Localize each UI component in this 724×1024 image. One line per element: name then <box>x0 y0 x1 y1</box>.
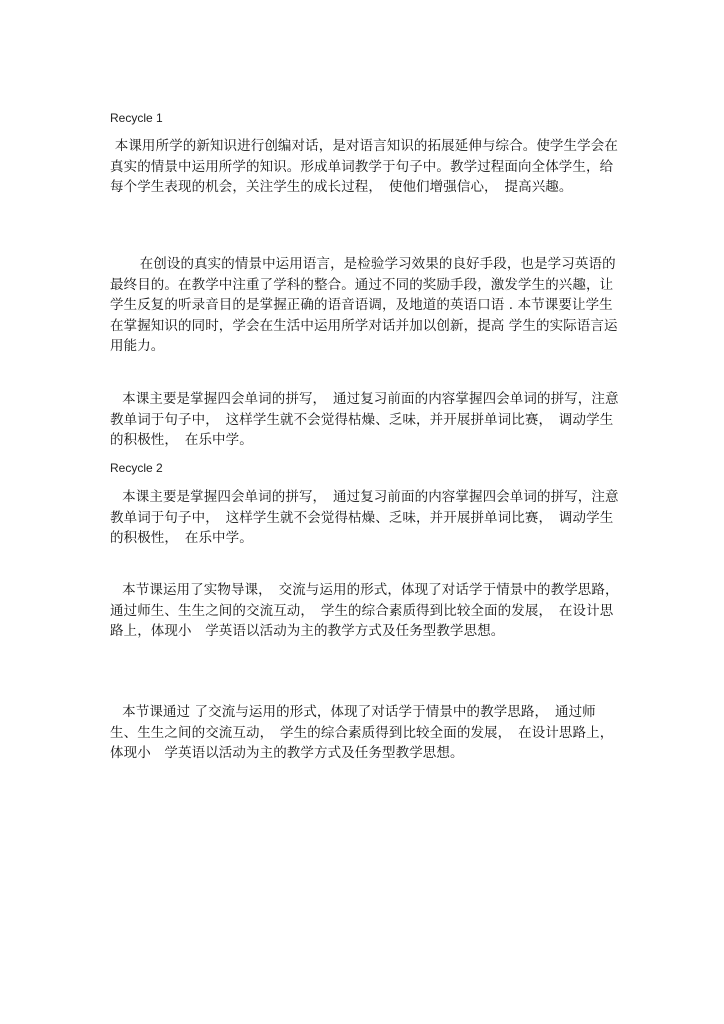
paragraph: 本课用所学的新知识进行创编对话，是对语言知识的拓展延伸与综合。使学生学会在真实的情景中运用所学的知识。形成单词教学于句子中。教学过程面向全体学生，给每个学生表现的机会，关注学生的成长过程， 使他们增强信心， 提高兴趣。 <box>110 138 618 195</box>
paragraph: 本节课通过 了交流与运用的形式，体现了对话学于情景中的教学思路， 通过师生、生生之间的交流互动， 学生的综合素质得到比较全面的发展， 在设计思路上，体现小 学英语以活动为主的教学方式及任务型教学思想。 <box>110 704 614 761</box>
section-heading-recycle-2: Recycle 2 <box>110 461 163 475</box>
paragraph: 本节课运用了实物导课， 交流与运用的形式，体现了对话学于情景中的教学思路， 通过师生、生生之间的交流互动， 学生的综合素质得到比较全面的发展， 在设计思路上，体现小 学英语以活动为主的教学方式及任务型教学思想。 <box>110 582 626 639</box>
section-heading-recycle-1: Recycle 1 <box>110 111 163 125</box>
paragraph: 本课主要是掌握四会单词的拼写， 通过复习前面的内容掌握四会单词的拼写，注意教单词于句子中， 这样学生就不会觉得枯燥、乏味，并开展拼单词比赛， 调动学生的积极性， 在乐中学。 <box>110 489 619 546</box>
paragraph: 在创设的真实的情景中运用语言，是检验学习效果的良好手段，也是学习英语的最终目的。在教学中注重了学科的整合。通过不同的奖励手段，激发学生的兴趣，让学生反复的听录音目的是掌握正确的语音语调，及地道的英语口语 . 本节课要让学生在掌握知识的同时，学会在生活中运用所学对话并加以创新，提高 学生的实际语言运用能力。 <box>110 256 618 354</box>
document-page <box>110 0 626 1024</box>
paragraph: 本课主要是掌握四会单词的拼写， 通过复习前面的内容掌握四会单词的拼写，注意教单词于句子中， 这样学生就不会觉得枯燥、乏味，并开展拼单词比赛， 调动学生的积极性， 在乐中学。 <box>110 391 619 448</box>
